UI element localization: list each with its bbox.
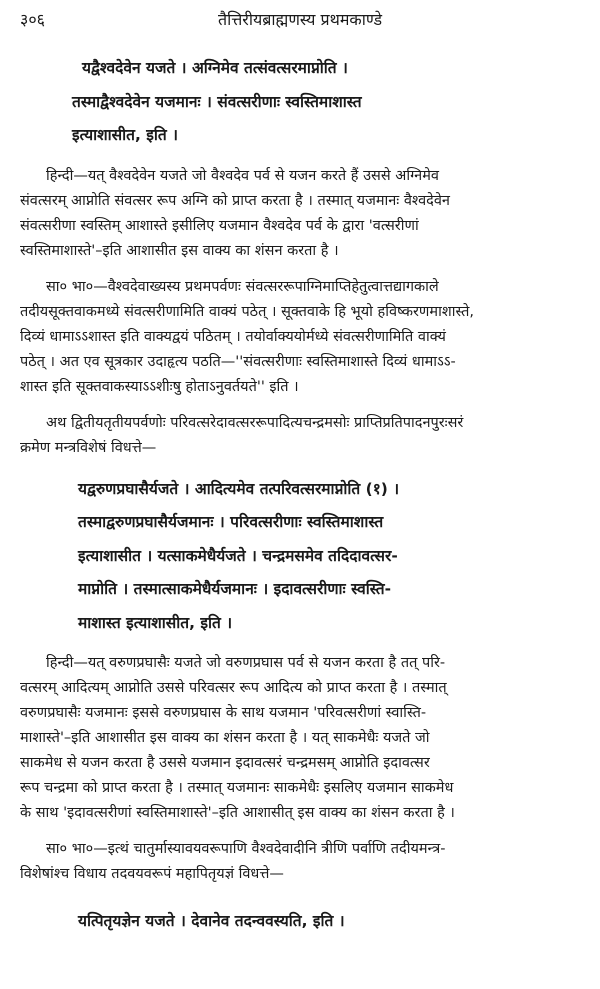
prose-line: विशेषांश्च विधाय तदवयवरूपं महापितृयज्ञं विधत्ते— bbox=[20, 866, 284, 882]
page-number: ३०६ bbox=[20, 10, 45, 29]
prose-line: साकमेध से यजन करता है उससे यजमान इदावत्सरं चन्द्रमसम् आप्नोति इदावत्सर bbox=[20, 755, 430, 771]
verse-line: माशास्त इत्याशासीत, इति । bbox=[78, 613, 233, 632]
intro-paragraph-2 bbox=[20, 411, 580, 461]
prose-line: स्वस्तिमाशास्ते'–इति आशासीत इस वाक्य का शंसन करता है । bbox=[20, 242, 339, 259]
page-header bbox=[20, 6, 580, 34]
verse-block-1 bbox=[20, 52, 580, 153]
verse-line: तस्माद्वैश्वदेवेन यजमानः । संवत्सरीणाः स्वस्तिमाशास्त bbox=[72, 92, 362, 111]
prose-line: क्रमेण मन्त्रविशेषं विधत्ते— bbox=[20, 439, 157, 456]
prose-line: संवत्सरम् आप्नोति संवत्सर रूप अग्नि को प्राप्त करता है । तस्मात् यजमानः वैश्वदेवेन bbox=[20, 192, 450, 209]
verse-line: इत्याशासीत, इति । bbox=[72, 126, 179, 144]
verse-block-2 bbox=[20, 473, 580, 641]
verse-line: यत्पितृयज्ञेन यजते । देवानेव तदन्ववस्यति, इति । bbox=[78, 912, 345, 930]
prose-line: अथ द्वितीयतृतीयपर्वणोः परिवत्सरेदावत्सररूपादित्यचन्द्रमसोः प्राप्तिप्रतिपादनपुरःसरं bbox=[46, 414, 464, 431]
prose-line: हिन्दी—यत् वैश्वदेवेन यजते जो वैश्वदेव पर्व से यजन करते हैं उससे अग्निमेव bbox=[46, 167, 439, 184]
verse-line: तस्माद्वरुणप्रघासैर्यजमानः । परिवत्सरीणाः स्वस्तिमाशास्त bbox=[78, 513, 384, 531]
prose-line: पठेत् । अत एव सूत्रकार उदाहृत्य पठति—''संवत्सरीणाः स्वस्तिमाशास्ते दिव्यं धामाऽऽ- bbox=[20, 353, 456, 370]
hindi-translation-1 bbox=[20, 164, 580, 264]
prose-line: रूप चन्द्रमा को प्राप्त करता है । तस्मात् यजमानः साकमेधैः इसलिए यजमान साकमेध bbox=[20, 780, 454, 796]
verse-block-3 bbox=[20, 905, 580, 939]
prose-line: संवत्सरीणा स्वस्तिम् आशास्ते इसीलिए यजमान वैश्वदेव पर्व के द्वारा 'वत्सरीणां bbox=[20, 217, 419, 234]
prose-line: दिव्यं धामाऽऽशास्त इति वाक्यद्वयं पठितम् । तयोर्वाक्ययोर्मध्ये संवत्सरीणामिति वाक्यं bbox=[20, 328, 446, 345]
running-title: तैत्तिरीयब्राह्मणस्य प्रथमकाण्डे bbox=[217, 10, 383, 29]
hindi-translation-2 bbox=[20, 651, 580, 826]
prose-line: तदीयसूक्तवाकमध्ये संवत्सरीणामिति वाक्यं पठेत् । सूक्तवाके हि भूयो हविष्करणमाशास्ते, bbox=[20, 303, 474, 320]
prose-line: माशास्ते'–इति आशासीत इस वाक्य का शंसन करता है । यत् साकमेधैः यजते जो bbox=[20, 730, 430, 746]
prose-line: वत्सरम् आदित्यम् आप्नोति उससे परिवत्सर रूप आदित्य को प्राप्त करता है । तस्मात् bbox=[20, 680, 447, 696]
prose-line: शास्त इति सूक्तवाकस्याऽऽशीःषु होताऽनुवर्तयते'' इति । bbox=[20, 378, 299, 395]
prose-line: के साथ 'इदावत्सरीणां स्वस्तिमाशास्ते'–इति आशासीत् इस वाक्य का शंसन करता है । bbox=[20, 805, 455, 821]
prose-line: हिन्दी—यत् वरुणप्रघासैः यजते जो वरुणप्रघास पर्व से यजन करता है तत् परि- bbox=[46, 655, 446, 671]
verse-line: इत्याशासीत । यत्साकमेधैर्यजते । चन्द्रमसमेव तदिदावत्सर- bbox=[78, 546, 398, 565]
prose-line: वरुणप्रघासैः यजमानः इससे वरुणप्रघास के साथ यजमान 'परिवत्सरीणां स्वास्ति- bbox=[20, 705, 427, 721]
verse-line: यद्वरुणप्रघासैर्यजते । आदित्यमेव तत्परिवत्सरमाप्नोति (१) । bbox=[78, 479, 400, 498]
verse-line: माप्नोति । तस्मात्साकमेधैर्यजमानः । इदावत्सरीणाः स्वस्ति- bbox=[78, 580, 392, 598]
prose-line: सा० भा०—इत्थं चातुर्मास्यावयवरूपाणि वैश्वदेवादीनि त्रीणि पर्वाणि तदीयमन्त्र- bbox=[46, 841, 446, 857]
prose-line: सा० भा०—वैश्वदेवाख्यस्य प्रथमपर्वणः संवत्सररूपाग्निमाप्तिहेतुत्वात्तद्यागकाले bbox=[46, 278, 439, 295]
sayana-bhashya-1 bbox=[20, 275, 580, 400]
verse-line: यद्वैश्वदेवेन यजते । अग्निमेव तत्संवत्सरमाप्नोति । bbox=[82, 59, 348, 77]
sayana-bhashya-2 bbox=[20, 837, 580, 887]
